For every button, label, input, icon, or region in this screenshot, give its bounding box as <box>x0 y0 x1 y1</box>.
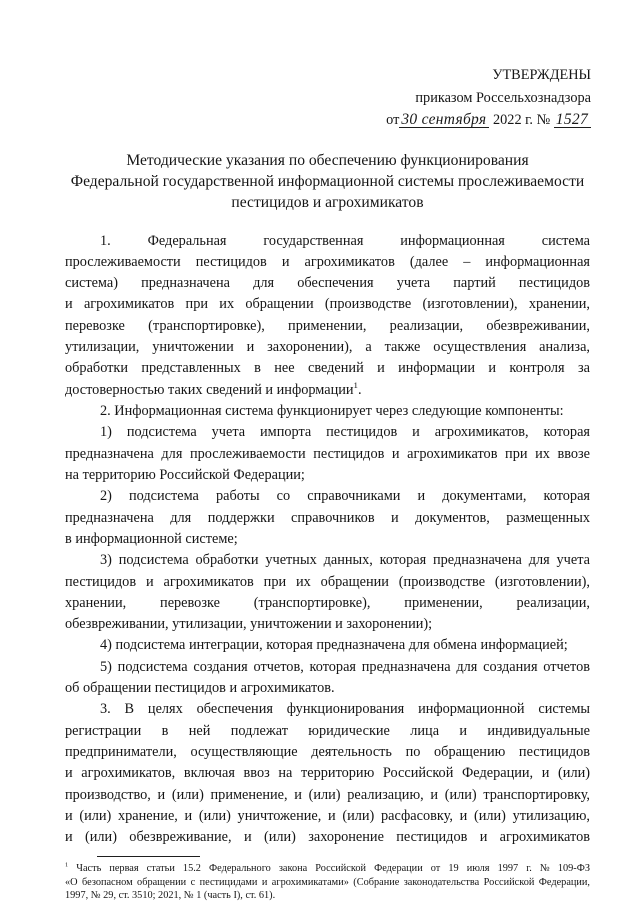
title-line: пестицидов и агрохимикатов <box>231 193 424 211</box>
footnote-reference: 1 <box>353 379 358 390</box>
body-line-text: хранении, перевозке (транспортировке), применении, реализации, <box>65 594 590 611</box>
body-line <box>65 252 590 273</box>
document-body <box>65 231 590 849</box>
body-line-text: 1) подсистема учета импорта пестицидов и агрохимикатов, которая <box>100 424 590 441</box>
body-line <box>65 763 590 784</box>
footnote <box>65 862 590 903</box>
body-line <box>65 806 590 827</box>
year-text: 2022 г. № <box>493 112 551 128</box>
body-line-text: предназначена для поддержки справочников и документов, размещенных <box>65 509 590 526</box>
body-line <box>65 657 590 678</box>
approval-title: УТВЕРЖДЕНЫ <box>492 67 591 83</box>
body-line <box>65 380 590 401</box>
body-line <box>65 721 590 742</box>
body-line-text: обработки представленных в нее сведений и информации и контроля за <box>65 360 590 377</box>
date-prefix: от <box>386 112 400 128</box>
body-line <box>65 508 590 529</box>
approval-date-line <box>386 109 591 132</box>
body-line <box>65 593 590 614</box>
footnote-mark: 1 <box>65 861 69 869</box>
body-line-text: прослеживаемости пестицидов и агрохимикатов (далее – информационная <box>65 253 590 270</box>
body-line-text-part: достоверностью таких сведений и информации <box>65 381 354 398</box>
body-line <box>65 422 590 443</box>
body-line <box>65 827 590 848</box>
body-line <box>65 550 590 571</box>
body-line-text: и агрохимикатов, включая ввоз на территорию Российской Федерации, и (или) <box>65 765 590 782</box>
body-line-text: пестицидов и агрохимикатов при их обращении (производстве (изготовлении), <box>65 573 590 590</box>
body-line <box>65 294 590 315</box>
approval-block <box>386 64 591 132</box>
body-line-text: перевозке (транспортировке), применении, реализации, обезвреживании, <box>65 317 590 334</box>
body-line-text: 3) подсистема обработки учетных данных, которая предназначена для учета <box>100 552 590 569</box>
footnote-text-part: Часть первая статьи 15.2 Федерального закона Российской Федерации от 19 июля 1997 г. № 109-ФЗ <box>76 863 590 874</box>
document-title <box>65 150 590 213</box>
body-line <box>65 273 590 294</box>
body-line-text: 3. В целях обеспечения функционирования информационной системы <box>100 701 590 718</box>
body-line-text: 4) подсистема интеграции, которая предназначена для обмена информацией; <box>100 637 568 654</box>
body-line-text: 5) подсистема создания отчетов, которая предназначена для создания отчетов <box>100 658 590 675</box>
footnote-line <box>65 862 590 876</box>
body-line-text: в информационной системе; <box>65 530 238 547</box>
body-line-text: на территорию Российской Федерации; <box>65 466 305 483</box>
body-line <box>65 486 590 507</box>
body-line-text: и (или) обезвреживание, и (или) захоронение пестицидов и агрохимикатов <box>65 829 590 846</box>
body-line <box>65 529 590 550</box>
body-line-tail: . <box>357 381 362 398</box>
body-line <box>65 465 590 486</box>
body-line <box>65 572 590 593</box>
handwritten-order-number: 1527 <box>554 112 591 128</box>
body-line <box>65 444 590 465</box>
body-line-text: и агрохимикатов при их обращении (производстве (изготовлении), хранении, <box>65 296 590 313</box>
body-line <box>65 358 590 379</box>
footnote-line-text <box>65 862 590 876</box>
body-line-text: предприниматели, осуществляющие деятельность по обращению пестицидов <box>65 744 590 760</box>
body-line <box>65 614 590 635</box>
body-line-text: утилизации, уничтожении и захоронении), а также осуществления анализа, <box>65 339 590 356</box>
approval-order-line: приказом Россельхознадзора <box>415 89 591 106</box>
title-line: Федеральной государственной информационной системы прослеживаемости <box>70 172 585 190</box>
body-line-text: регистрации в ней подлежат юридические лица и индивидуальные <box>65 722 590 739</box>
footnote-line <box>65 889 590 903</box>
body-line-text: об обращении пестицидов и агрохимикатов. <box>65 680 335 697</box>
footnote-line <box>65 876 590 890</box>
footnote-separator <box>97 856 200 857</box>
body-line <box>65 635 590 656</box>
body-line <box>65 785 590 806</box>
body-line-text: и (или) хранение, и (или) уничтожение, и (или) расфасовку, и (или) утилизацию, <box>65 807 590 824</box>
title-line: Методические указания по обеспечению функционирования <box>126 151 529 169</box>
body-line-text: 1. Федеральная государственная информационная система <box>100 232 590 249</box>
body-line <box>65 742 590 763</box>
body-line <box>65 231 590 252</box>
body-line-text: 2. Информационная система функционирует через следующие компоненты: <box>100 403 564 419</box>
body-line-text: 2) подсистема работы со справочниками и документами, которая <box>100 488 590 505</box>
body-line <box>65 337 590 358</box>
body-line-text: производство, и (или) применение, и (или) реализацию, и (или) транспортировку, <box>65 786 590 803</box>
body-line <box>65 678 590 699</box>
body-line-text: обезвреживании, утилизации, уничтожении и захоронении); <box>65 616 433 633</box>
body-line-text <box>65 380 362 401</box>
footnote-line-text: «О безопасном обращении с пестицидами и агрохимикатами» (Собрание законодательства Российской Федерации, <box>65 876 590 888</box>
body-line <box>65 316 590 337</box>
body-line-text: система) предназначена для обеспечения учета партий пестицидов <box>65 275 590 292</box>
body-line-text: предназначена для прослеживаемости пестицидов и агрохимикатов при их ввозе <box>65 445 590 462</box>
body-line <box>65 699 590 720</box>
handwritten-date: 30 сентября <box>399 112 489 128</box>
body-line <box>65 401 590 422</box>
footnote-line-text: 1997, № 29, ст. 3510; 2021, № 1 (часть I), ст. 61). <box>65 890 276 901</box>
